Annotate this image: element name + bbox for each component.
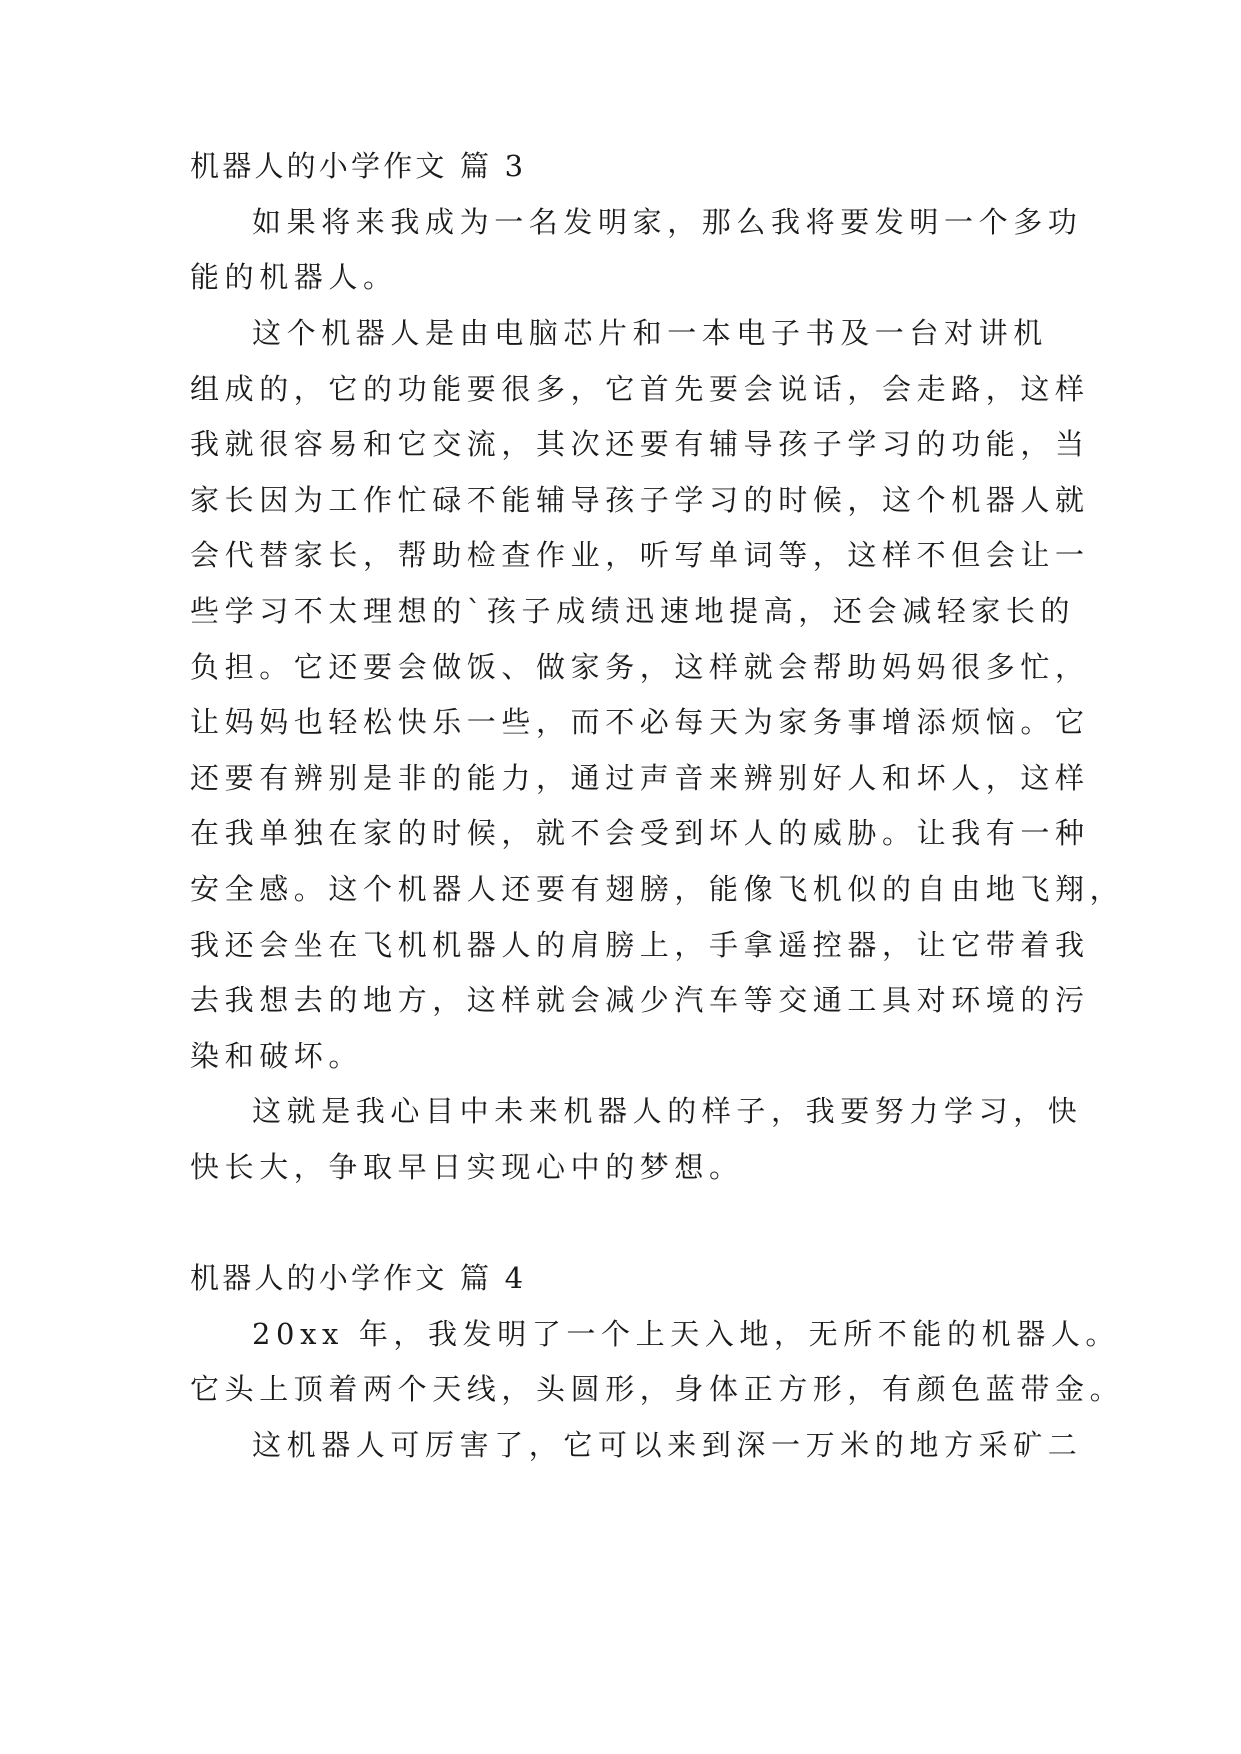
paragraph-line: 些学习不太理想的`孩子成绩迅速地提高，还会减轻家长的 xyxy=(190,594,1076,628)
paragraph-line: 去我想去的地方，这样就会减少汽车等交通工具对环境的污 xyxy=(190,983,1090,1017)
paragraph-line: 染和破坏。 xyxy=(190,1039,364,1073)
paragraph-line: 20xx 年，我发明了一个上天入地，无所不能的机器人。 xyxy=(252,1317,1121,1351)
paragraph-line: 这机器人可厉害了，它可以来到深一万米的地方采矿二 xyxy=(252,1428,1083,1462)
paragraph-line: 如果将来我成为一名发明家，那么我将要发明一个多功 xyxy=(252,205,1083,239)
paragraph-line: 快长大，争取早日实现心中的梦想。 xyxy=(190,1150,744,1184)
paragraph-line: 家长因为工作忙碌不能辅导孩子学习的时候，这个机器人就 xyxy=(190,483,1090,517)
paragraph-line: 会代替家长，帮助检查作业，听写单词等，这样不但会让一 xyxy=(190,538,1090,572)
paragraph-line: 这就是我心目中未来机器人的样子，我要努力学习，快 xyxy=(252,1094,1083,1128)
paragraph-line: 能的机器人。 xyxy=(190,260,398,294)
paragraph-line: 我就很容易和它交流，其次还要有辅导孩子学习的功能，当 xyxy=(190,427,1090,461)
paragraph-line: 我还会坐在飞机机器人的肩膀上，手拿遥控器，让它带着我 xyxy=(190,928,1090,962)
section-heading: 机器人的小学作文 篇 3 xyxy=(190,149,527,183)
paragraph-line: 它头上顶着两个天线，头圆形，身体正方形，有颜色蓝带金。 xyxy=(190,1372,1125,1406)
section-heading: 机器人的小学作文 篇 4 xyxy=(190,1261,527,1295)
paragraph-line: 在我单独在家的时候，就不会受到坏人的威胁。让我有一种 xyxy=(190,816,1090,850)
paragraph-line: 组成的，它的功能要很多，它首先要会说话，会走路，这样 xyxy=(190,372,1090,406)
paragraph-line: 还要有辨别是非的能力，通过声音来辨别好人和坏人，这样 xyxy=(190,761,1090,795)
paragraph-line: 安全感。这个机器人还要有翅膀，能像飞机似的自由地飞翔， xyxy=(190,872,1125,906)
paragraph-line: 让妈妈也轻松快乐一些，而不必每天为家务事增添烦恼。它 xyxy=(190,705,1090,739)
paragraph-line: 这个机器人是由电脑芯片和一本电子书及一台对讲机 xyxy=(252,316,1048,350)
paragraph-line: 负担。它还要会做饭、做家务，这样就会帮助妈妈很多忙， xyxy=(190,650,1090,684)
